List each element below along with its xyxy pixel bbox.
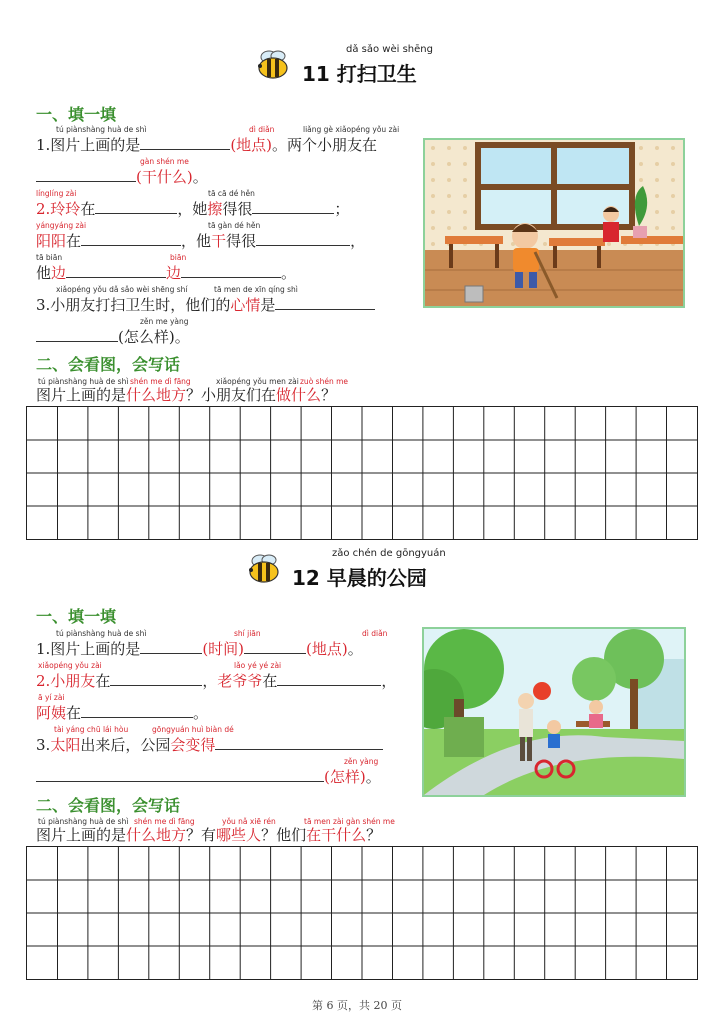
pinyin: tài yáng chū lái hòu	[54, 725, 129, 734]
lesson11-section-fill: 一、填一填	[36, 105, 117, 124]
lesson12-q1-line: 1.图片上画的是 (时间) (地点)。	[36, 640, 363, 658]
lesson11-q3-line1: 3.小朋友打扫卫生时，他们的心情是	[36, 294, 375, 315]
pinyin: xiǎopéng yǒu men zài	[216, 377, 299, 386]
lesson11-q1-line1: 1.图片上画的是 (地点)。两个小朋友在	[36, 136, 378, 154]
pinyin: tā men de xīn qíng shì	[214, 285, 298, 294]
lesson12-writing-grid[interactable]	[26, 846, 698, 980]
answer-blank[interactable]	[36, 166, 136, 182]
pinyin: tā cā dé hěn	[208, 189, 255, 198]
pinyin: shí jiān	[234, 629, 261, 638]
lesson11-q2-line2: 阳阳在 ，他干得很 ，	[36, 232, 366, 250]
pinyin: ā yí zài	[38, 693, 65, 702]
pinyin: dì diǎn	[249, 125, 275, 134]
lesson12-q2-line2: 阿姨在 。	[36, 704, 209, 722]
answer-blank[interactable]	[140, 638, 202, 654]
lesson11-q3-line2: (怎么样)。	[36, 326, 190, 347]
answer-blank[interactable]	[66, 262, 166, 278]
answer-blank[interactable]	[95, 198, 177, 214]
answer-blank[interactable]	[275, 294, 375, 310]
pinyin: tā men zài gàn shén me	[304, 817, 395, 826]
pinyin: tā biān	[36, 253, 63, 262]
lesson12-section-write: 二、会看图，会写话	[36, 796, 181, 815]
pinyin: shén me dì fāng	[134, 817, 195, 826]
pinyin: yǒu nǎ xiē rén	[222, 817, 276, 826]
answer-blank[interactable]	[36, 766, 324, 782]
pinyin: xiǎopéng yǒu dǎ sǎo wèi shēng shí	[56, 285, 188, 294]
bee-icon	[244, 551, 284, 585]
lesson11-writing-prompt: 图片上画的是什么地方？小朋友们在做什么？	[36, 386, 337, 404]
pinyin: shén me dì fāng	[130, 377, 191, 386]
bee-icon	[253, 47, 293, 81]
lesson11-writing-grid[interactable]	[26, 406, 698, 540]
pinyin: liǎng gè xiǎopéng yǒu zài	[303, 125, 400, 134]
pinyin: yángyáng zài	[36, 221, 87, 230]
pinyin: lǎo yé yé zài	[234, 661, 282, 670]
pinyin: gàn shén me	[140, 157, 189, 166]
lesson12-q3-line2: (怎样)。	[36, 766, 381, 787]
pinyin: gōngyuán huì biàn dé	[152, 725, 234, 734]
lesson12-q3-line1: 3.太阳出来后，公园会变得	[36, 734, 383, 755]
page-footer: 第 6 页，共 20 页	[312, 999, 402, 1012]
answer-blank[interactable]	[256, 230, 350, 246]
lesson11-section-write: 二、会看图，会写话	[36, 355, 181, 374]
lesson11-picture	[423, 138, 685, 308]
pinyin: tú piànshàng huà de shì	[38, 377, 129, 386]
lesson12-section-fill: 一、填一填	[36, 607, 117, 626]
answer-blank[interactable]	[81, 702, 193, 718]
answer-blank[interactable]	[36, 326, 118, 342]
answer-blank[interactable]	[110, 670, 202, 686]
answer-blank[interactable]	[252, 198, 334, 214]
lesson12-title-pinyin: zǎo chén de gōngyuán	[332, 548, 446, 559]
pinyin: tā gàn dé hěn	[208, 221, 261, 230]
lesson11-title: 11 打扫卫生	[302, 62, 417, 86]
lesson12-q2-line1: 2.小朋友在 ，老爷爷在 ，	[36, 672, 397, 690]
lesson12-picture	[422, 627, 686, 797]
pinyin: zuò shén me	[300, 377, 348, 386]
pinyin: tú piànshàng huà de shì	[56, 629, 147, 638]
lesson11-q1-line2: (干什么)。	[36, 166, 208, 187]
pinyin: tú piànshàng huà de shì	[56, 125, 147, 134]
lesson12-writing-prompt: 图片上画的是什么地方？有哪些人？他们在干什么？	[36, 826, 382, 844]
answer-blank[interactable]	[277, 670, 381, 686]
lesson11-q2-line3: 他边 边 。	[36, 264, 297, 282]
pinyin: zěn me yàng	[140, 317, 189, 326]
pinyin: xiǎopéng yǒu zài	[38, 661, 102, 670]
answer-blank[interactable]	[81, 230, 181, 246]
lesson11-q2-line1: 2.玲玲在 ，她擦得很 ；	[36, 200, 350, 218]
pinyin: línglíng zài	[36, 189, 77, 198]
pinyin: zěn yàng	[344, 757, 379, 766]
pinyin: tú piànshàng huà de shì	[38, 817, 129, 826]
lesson11-title-pinyin: dǎ sǎo wèi shēng	[346, 44, 433, 55]
pinyin: dì diǎn	[362, 629, 388, 638]
pinyin: biān	[170, 253, 187, 262]
lesson12-title: 12 早晨的公园	[292, 566, 427, 590]
answer-blank[interactable]	[181, 262, 281, 278]
answer-blank[interactable]	[215, 734, 383, 750]
answer-blank[interactable]	[140, 134, 230, 150]
answer-blank[interactable]	[244, 638, 306, 654]
